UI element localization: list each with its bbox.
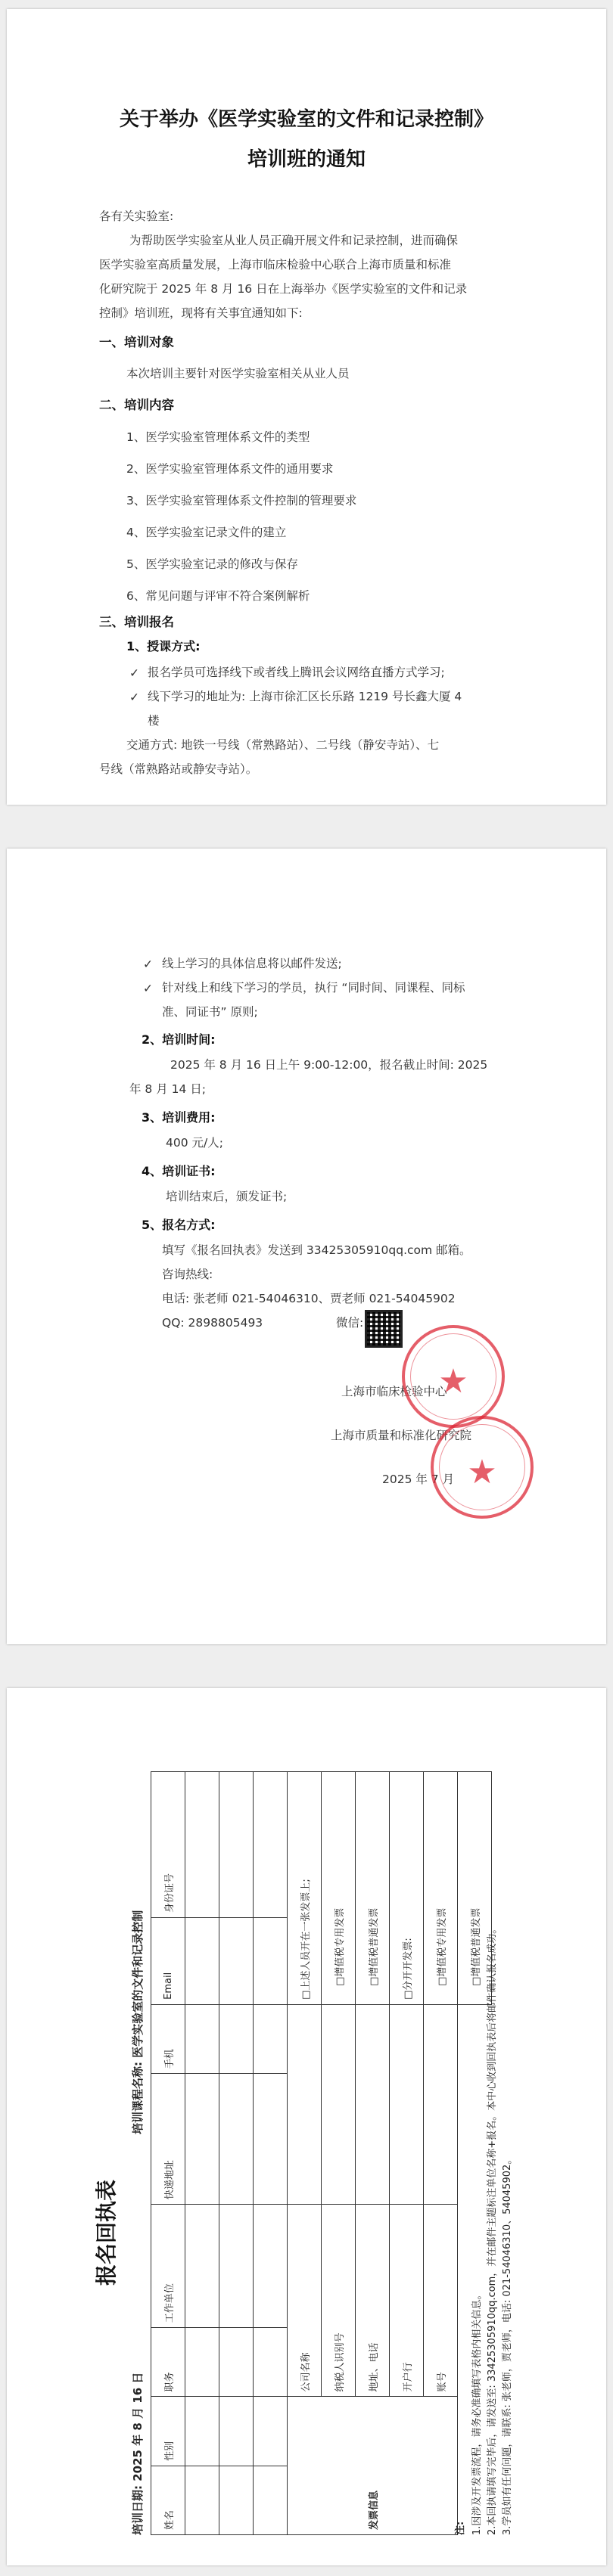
note-line: 1.因涉及开发票流程，请务必准确填写表格内相关信息。: [471, 2289, 483, 2535]
transport-text: 交通方式: 地铁一号线（常熟路站）、二号线（静安寺站）、七: [126, 738, 440, 752]
header-cell: 姓名: [151, 2466, 185, 2534]
table-cell[interactable]: [254, 2328, 288, 2397]
notes-label: 注:: [455, 2521, 466, 2535]
form-title: 报名回执表: [94, 2179, 119, 2286]
notice-title-line-2: 培训班的通知: [247, 148, 366, 171]
table-row: [219, 1772, 254, 2535]
certificate-text: 培训结束后，颁发证书;: [166, 1190, 288, 1203]
table-row: [254, 1772, 288, 2535]
check-icon: ✓: [143, 957, 153, 971]
official-stamp-icon: ★: [402, 1325, 505, 1428]
signup-text: 填写《报名回执表》发送到 33425305910qq.com 邮箱。: [162, 1243, 471, 1257]
table-row: [185, 1772, 219, 2535]
invoice-field-input[interactable]: [288, 2004, 322, 2204]
official-stamp-icon: ★: [431, 1416, 534, 1519]
invoice-option[interactable]: □增值税专用发票: [424, 1772, 458, 2005]
bullet-text: 线上学习的具体信息将以邮件发送;: [162, 957, 342, 970]
table-cell[interactable]: [254, 2004, 288, 2073]
time-text: 2025 年 8 月 16 日上午 9:00-12:00，报名截止时间: 2025: [170, 1058, 488, 1072]
invoice-field-label: 公司名称: [288, 2205, 322, 2397]
intro-line: 为帮助医学实验室从业人员正确开展文件和记录控制，进而确保: [129, 234, 459, 247]
header-cell: 性别: [151, 2397, 185, 2466]
invoice-field-label: 地址、电话: [356, 2205, 390, 2397]
subheading-teaching-mode: 1、授课方式:: [126, 639, 201, 653]
header-cell: 身份证号: [151, 1772, 185, 1918]
audience-text: 本次培训主要针对医学实验室相关从业人员: [126, 367, 350, 380]
bullet-text: 报名学员可选择线下或者线上腾讯会议网络直播方式学习;: [148, 666, 445, 679]
transport-text: 号线（常熟路站或静安寺站）。: [99, 762, 258, 776]
intro-line: 控制》培训班，现将有关事宜通知如下:: [99, 306, 303, 320]
table-cell[interactable]: [254, 1772, 288, 1918]
intro-line: 医学实验室高质量发展，上海市临床检验中心联合上海市质量和标准: [99, 258, 452, 272]
table-cell[interactable]: [185, 2074, 219, 2205]
bullet-text: 楼: [148, 714, 160, 728]
table-header-row: [151, 1772, 185, 2535]
bullet-text: 线下学习的地址为: 上海市徐汇区长乐路 1219 号长鑫大厦 4: [148, 690, 462, 703]
subheading-fee: 3、培训费用:: [142, 1110, 216, 1125]
invoice-field-input[interactable]: [356, 2004, 390, 2204]
invoice-field-input[interactable]: [322, 2004, 356, 2204]
content-item: 5、医学实验室记录的修改与保存: [126, 557, 298, 571]
subheading-certificate: 4、培训证书:: [142, 1164, 216, 1178]
note-line: 3.学员如有任何问题，请联系: 张老师，贾老师，电话: 021-54046310、54045902。: [502, 2154, 513, 2535]
table-cell[interactable]: [219, 2328, 254, 2397]
table-cell[interactable]: [185, 2328, 219, 2397]
invoice-option[interactable]: □增值税普通发票: [356, 1772, 390, 2005]
content-item: 2、医学实验室管理体系文件的通用要求: [126, 462, 334, 476]
header-cell: 工作单位: [151, 2205, 185, 2328]
invoice-label: 发票信息: [288, 2397, 458, 2535]
registration-form: [90, 1764, 514, 2535]
table-cell[interactable]: [185, 2397, 219, 2466]
registration-table: [151, 1771, 492, 2535]
subheading-signup: 5、报名方式:: [142, 1218, 216, 1232]
table-cell[interactable]: [219, 1918, 254, 2005]
table-cell[interactable]: [254, 1918, 288, 2005]
salutation: 各有关实验室:: [99, 209, 174, 223]
table-cell[interactable]: [185, 2466, 219, 2534]
hotline-label: 咨询热线:: [162, 1268, 213, 1281]
invoice-field-label: 账号: [424, 2205, 458, 2397]
organizer-2: 上海市质量和标准化研究院: [331, 1429, 472, 1442]
table-cell[interactable]: [254, 2397, 288, 2466]
table-cell[interactable]: [219, 2074, 254, 2205]
signature-date: 2025 年 7 月: [382, 1473, 455, 1486]
subheading-time: 2、培训时间:: [142, 1032, 216, 1047]
invoice-field-input[interactable]: [390, 2004, 424, 2204]
table-cell[interactable]: [219, 1772, 254, 1918]
table-cell[interactable]: [185, 2205, 219, 2328]
invoice-field-label: 开户行: [390, 2205, 424, 2397]
table-cell[interactable]: [219, 2205, 254, 2328]
organizer-1: 上海市临床检验中心: [341, 1385, 447, 1398]
wechat-qr-code: [365, 1310, 403, 1348]
invoice-field-input[interactable]: [424, 2004, 458, 2204]
content-item: 1、医学实验室管理体系文件的类型: [126, 430, 310, 444]
notice-title-line-1: 关于举办《医学实验室的文件和记录控制》: [119, 108, 493, 131]
qq-text: QQ: 2898805493: [162, 1316, 263, 1330]
note-line: 2.本回执请填写完毕后，请发送至: 33425305910qq.com，并在邮件主题标注单位名称+报名。本中心收到回执表后将邮件确认报名成功。: [487, 1923, 498, 2535]
course-name: 培训课程名称: 医学实验室的文件和记录控制: [131, 1910, 145, 2134]
content-item: 3、医学实验室管理体系文件控制的管理要求: [126, 494, 357, 507]
section-heading-content: 二、培训内容: [99, 398, 174, 412]
header-cell: 手机: [151, 2004, 185, 2073]
invoice-field-label: 纳税人识别号: [322, 2205, 356, 2397]
check-icon: ✓: [129, 666, 139, 680]
table-cell[interactable]: [219, 2004, 254, 2073]
invoice-option[interactable]: □分开开发票:: [390, 1772, 424, 2005]
table-cell[interactable]: [219, 2397, 254, 2466]
invoice-option[interactable]: □增值税专用发票: [322, 1772, 356, 2005]
check-icon: ✓: [129, 691, 139, 704]
section-heading-audience: 一、培训对象: [99, 335, 174, 349]
document-page-3: [7, 1688, 606, 2565]
content-item: 6、常见问题与评审不符合案例解析: [126, 589, 310, 603]
table-cell[interactable]: [185, 1772, 219, 1918]
phone-text: 电话: 张老师 021-54046310、贾老师 021-54045902: [162, 1292, 456, 1305]
invoice-row: [288, 1772, 322, 2535]
header-cell: 职务: [151, 2328, 185, 2397]
table-cell[interactable]: [254, 2205, 288, 2328]
wechat-label: 微信:: [336, 1316, 364, 1330]
check-icon: ✓: [143, 982, 153, 995]
header-cell: 快递地址: [151, 2074, 185, 2205]
time-text: 年 8 月 14 日;: [129, 1082, 207, 1096]
table-cell[interactable]: [185, 1918, 219, 2005]
bullet-text: 准、同证书” 原则;: [162, 1005, 258, 1019]
table-cell[interactable]: [219, 2466, 254, 2534]
header-cell: Email: [151, 1918, 185, 2005]
table-cell[interactable]: [254, 2466, 288, 2534]
document-page-1: [7, 9, 606, 805]
table-cell[interactable]: [254, 2074, 288, 2205]
table-cell[interactable]: [185, 2004, 219, 2073]
training-date: 培训日期: 2025 年 8 月 16 日: [131, 2372, 145, 2535]
invoice-option[interactable]: □增值税普通发票: [458, 1772, 492, 2005]
fee-text: 400 元/人;: [166, 1136, 223, 1150]
section-heading-registration: 三、培训报名: [99, 615, 174, 629]
bullet-text: 针对线上和线下学习的学员，执行 “同时间、同课程、同标: [162, 981, 465, 995]
content-item: 4、医学实验室记录文件的建立: [126, 526, 287, 539]
invoice-option[interactable]: □上述人员开在一张发票上;: [288, 1772, 322, 2005]
intro-line: 化研究院于 2025 年 8 月 16 日在上海举办《医学实验室的文件和记录: [99, 282, 468, 296]
document-page-2: [7, 849, 606, 1644]
